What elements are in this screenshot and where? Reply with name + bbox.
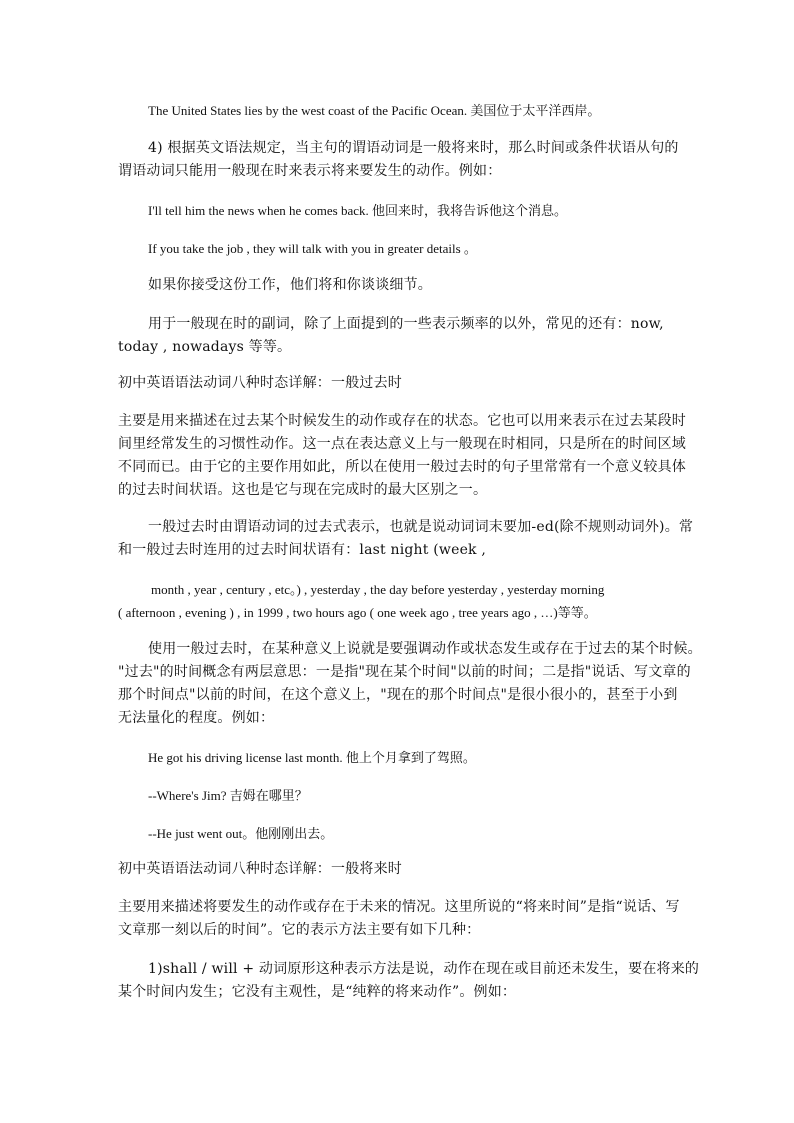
text-line: 不同而已。由于它的主要作用如此，所以在使用一般过去时的句子里常常有一个意义较具体 (118, 459, 686, 475)
paragraph-example-job-translation (118, 274, 708, 297)
text-line: 使用一般过去时，在某种意义上说就是要强调动作或状态发生或存在于过去的某个时候。 (148, 641, 702, 657)
paragraph-example-news (118, 199, 708, 222)
paragraph-simple-past-form (118, 516, 694, 562)
text-line: 那个时间点"以前的时间，在这个意义上，"现在的那个时间点"是很小很小的，甚至于小到 (118, 687, 678, 703)
paragraph-example-jim (118, 784, 708, 807)
section-heading-simple-future (118, 858, 678, 881)
paragraph-time-adverbials (118, 578, 678, 624)
paragraph-example-pacific (118, 99, 708, 122)
text-line: today , nowadays 等等。 (118, 339, 292, 355)
section-heading-simple-past (118, 372, 678, 395)
text-line: 的过去时间状语。这也是它与现在完成时的最大区别之一。 (118, 482, 488, 498)
text-line: 主要是用来描述在过去某个时候发生的动作或存在的状态。它也可以用来表示在过去某段时 (118, 413, 686, 429)
heading-text: 初中英语语法动词八种时态详解：一般将来时 (118, 861, 402, 877)
heading-text: 初中英语语法动词八种时态详解：一般过去时 (118, 375, 402, 391)
text-line: 间里经常发生的习惯性动作。这一点在表达意义上与一般现在时相同，只是所在的时间区域 (118, 436, 686, 452)
paragraph-rule-4 (118, 137, 678, 183)
paragraph-shall-will (118, 958, 700, 1004)
paragraph-simple-future-intro (118, 896, 678, 942)
text-line: month , year , century , etc。) , yesterday , the day before yesterday , yesterday morning (151, 582, 605, 597)
text-line: 如果你接受这份工作，他们将和你谈谈细节。 (148, 277, 432, 293)
text-line: The United States lies by the west coast of the Pacific Ocean. 美国位于太平洋西岸。 (148, 103, 601, 118)
text-line: 无法量化的程度。例如： (118, 710, 275, 726)
text-line: 和一般过去时连用的过去时间状语有：last night (week , (118, 542, 487, 558)
text-line: 文章那一刻以后的时间”。它的表示方法主要有如下几种： (118, 922, 481, 938)
text-line: --Where's Jim? 吉姆在哪里？ (148, 788, 308, 803)
text-line: 1)shall / will + 动词原形这种表示方法是说，动作在现在或目前还未发生，要在将来的 (148, 961, 700, 977)
paragraph-example-went-out (118, 822, 708, 845)
paragraph-simple-past-usage (118, 638, 702, 730)
paragraph-example-license (118, 746, 708, 769)
text-line: 谓语动词只能用一般现在时来表示将来要发生的动作。例如： (118, 163, 502, 179)
text-line: 一般过去时由谓语动词的过去式表示，也就是说动词词末要加-ed(除不规则动词外)。常 (148, 519, 694, 535)
text-line: 某个时间内发生；它没有主观性，是“纯粹的将来动作”。例如： (118, 984, 517, 1000)
text-line: --He just went out。他刚刚出去。 (148, 826, 334, 841)
paragraph-example-job (118, 237, 708, 260)
paragraph-simple-past-intro (118, 410, 686, 502)
text-line: 4) 根据英文语法规定，当主句的谓语动词是一般将来时，那么时间或条件状语从句的 (148, 140, 679, 156)
text-line: ( afternoon , evening ) , in 1999 , two hours ago ( one week ago , tree years ago , …)等等。 (118, 605, 597, 620)
text-line: I'll tell him the news when he comes back. 他回来时，我将告诉他这个消息。 (148, 203, 568, 218)
text-line: He got his driving license last month. 他上个月拿到了驾照。 (148, 750, 476, 765)
paragraph-adverbs (118, 313, 678, 359)
text-line: "过去"的时间概念有两层意思：一是指"现在某个时间"以前的时间；二是指"说话、写文章的 (118, 664, 691, 680)
text-line: 用于一般现在时的副词，除了上面提到的一些表示频率的以外，常见的还有：now, (148, 316, 664, 332)
text-line: If you take the job , they will talk with you in greater details 。 (148, 241, 477, 256)
text-line: 主要用来描述将要发生的动作或存在于未来的情况。这里所说的“将来时间”是指“说话、写 (118, 899, 680, 915)
